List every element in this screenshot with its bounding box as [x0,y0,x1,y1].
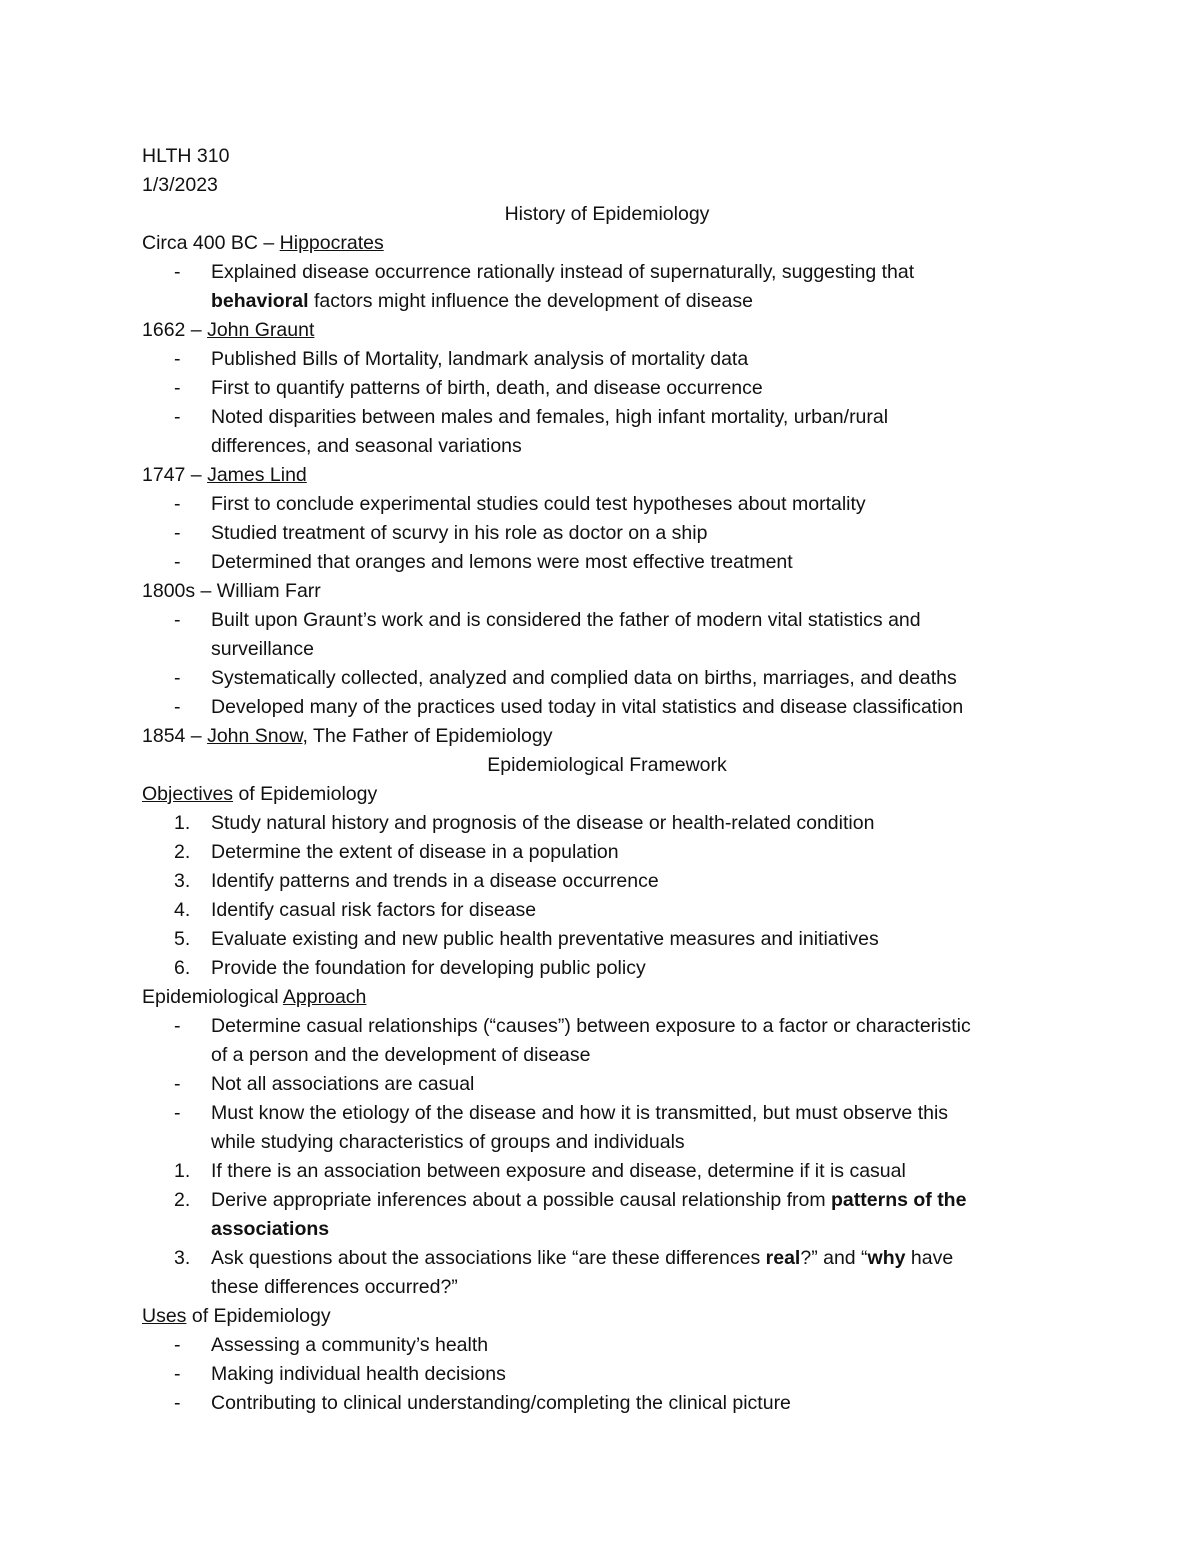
entry-heading-farr: 1800s – William Farr [142,580,321,602]
person-name: John Graunt [207,319,315,341]
list-item-continuation: behavioral factors might influence the development of disease [211,290,753,312]
list-item: - First to quantify patterns of birth, death, and disease occurrence [142,374,1072,403]
list-item: - Noted disparities between males and females, high infant mortality, urban/rural [142,403,1072,432]
list-item-continuation: associations [211,1218,330,1240]
bullet-marker: - [174,522,181,544]
course-code: HLTH 310 [142,145,230,167]
list-item-continuation: these differences occurred?” [211,1276,458,1298]
number-marker: 4. [174,899,191,921]
list-item: - Must know the etiology of the disease and how it is transmitted, but must observe this [142,1099,1072,1128]
list-item: - Assessing a community’s health [142,1331,1072,1360]
bullet-marker: - [174,493,181,515]
list-item-continuation: differences, and seasonal variations [211,435,522,457]
bullet-marker: - [174,261,181,283]
bullet-marker: - [174,1073,181,1095]
bullet-marker: - [174,1015,181,1037]
numbered-item: 4. Identify casual risk factors for disease [142,896,1072,925]
numbered-item: 2. Determine the extent of disease in a population [142,838,1072,867]
bullet-marker: - [174,551,181,573]
bullet-marker: - [174,667,181,689]
number-marker: 1. [174,812,191,834]
list-item: - Making individual health decisions [142,1360,1072,1389]
numbered-item: 1. If there is an association between exposure and disease, determine if it is casual [142,1157,1072,1186]
list-item: - Not all associations are casual [142,1070,1072,1099]
list-item: - Built upon Graunt’s work and is considered the father of modern vital statistics and [142,606,1072,635]
list-item-continuation: surveillance [211,638,314,660]
person-name: John Snow [207,725,303,747]
list-item: - Explained disease occurrence rationally instead of supernaturally, suggesting that [142,258,1072,287]
list-item: - Contributing to clinical understanding/completing the clinical picture [142,1389,1072,1418]
person-name: James Lind [207,464,307,486]
list-item: - Systematically collected, analyzed and complied data on births, marriages, and deaths [142,664,1072,693]
number-marker: 2. [174,1189,191,1211]
uses-heading: Uses of Epidemiology [142,1305,331,1327]
entry-heading-graunt: 1662 – John Graunt [142,319,315,341]
bullet-marker: - [174,348,181,370]
numbered-item: 2. Derive appropriate inferences about a possible causal relationship from patterns of the [142,1186,1072,1215]
document-body [142,142,1072,1418]
bullet-marker: - [174,406,181,428]
numbered-item: 1. Study natural history and prognosis of the disease or health-related condition [142,809,1072,838]
number-marker: 1. [174,1160,191,1182]
bullet-marker: - [174,696,181,718]
approach-heading: Epidemiological Approach [142,986,367,1008]
list-item: - Developed many of the practices used today in vital statistics and disease classification [142,693,1072,722]
list-item: - Determine casual relationships (“causes”) between exposure to a factor or characteristic [142,1012,1072,1041]
bullet-marker: - [174,1363,181,1385]
section-title-framework: Epidemiological Framework [487,754,727,776]
section-title-history: History of Epidemiology [504,203,710,225]
bullet-marker: - [174,609,181,631]
list-item: - First to conclude experimental studies could test hypotheses about mortality [142,490,1072,519]
numbered-item: 5. Evaluate existing and new public health preventative measures and initiatives [142,925,1072,954]
numbered-item: 3. Identify patterns and trends in a disease occurrence [142,867,1072,896]
number-marker: 6. [174,957,191,979]
list-item-continuation: while studying characteristics of groups and individuals [211,1131,685,1153]
bullet-marker: - [174,1334,181,1356]
bullet-marker: - [174,1102,181,1124]
person-name: Hippocrates [279,232,384,254]
list-item-continuation: of a person and the development of disease [211,1044,591,1066]
number-marker: 3. [174,870,191,892]
numbered-item: 3. Ask questions about the associations like “are these differences real?” and “why have [142,1244,1072,1273]
number-marker: 5. [174,928,191,950]
bullet-marker: - [174,1392,181,1414]
list-item: - Published Bills of Mortality, landmark analysis of mortality data [142,345,1072,374]
bullet-marker: - [174,377,181,399]
number-marker: 3. [174,1247,191,1269]
numbered-item: 6. Provide the foundation for developing public policy [142,954,1072,983]
date: 1/3/2023 [142,174,218,196]
list-item: - Determined that oranges and lemons were most effective treatment [142,548,1072,577]
objectives-heading: Objectives of Epidemiology [142,783,378,805]
entry-heading-snow: 1854 – John Snow, The Father of Epidemiology [142,725,553,747]
entry-heading-hippocrates: Circa 400 BC – Hippocrates [142,232,384,254]
entry-heading-lind: 1747 – James Lind [142,464,307,486]
list-item: - Studied treatment of scurvy in his role as doctor on a ship [142,519,1072,548]
number-marker: 2. [174,841,191,863]
